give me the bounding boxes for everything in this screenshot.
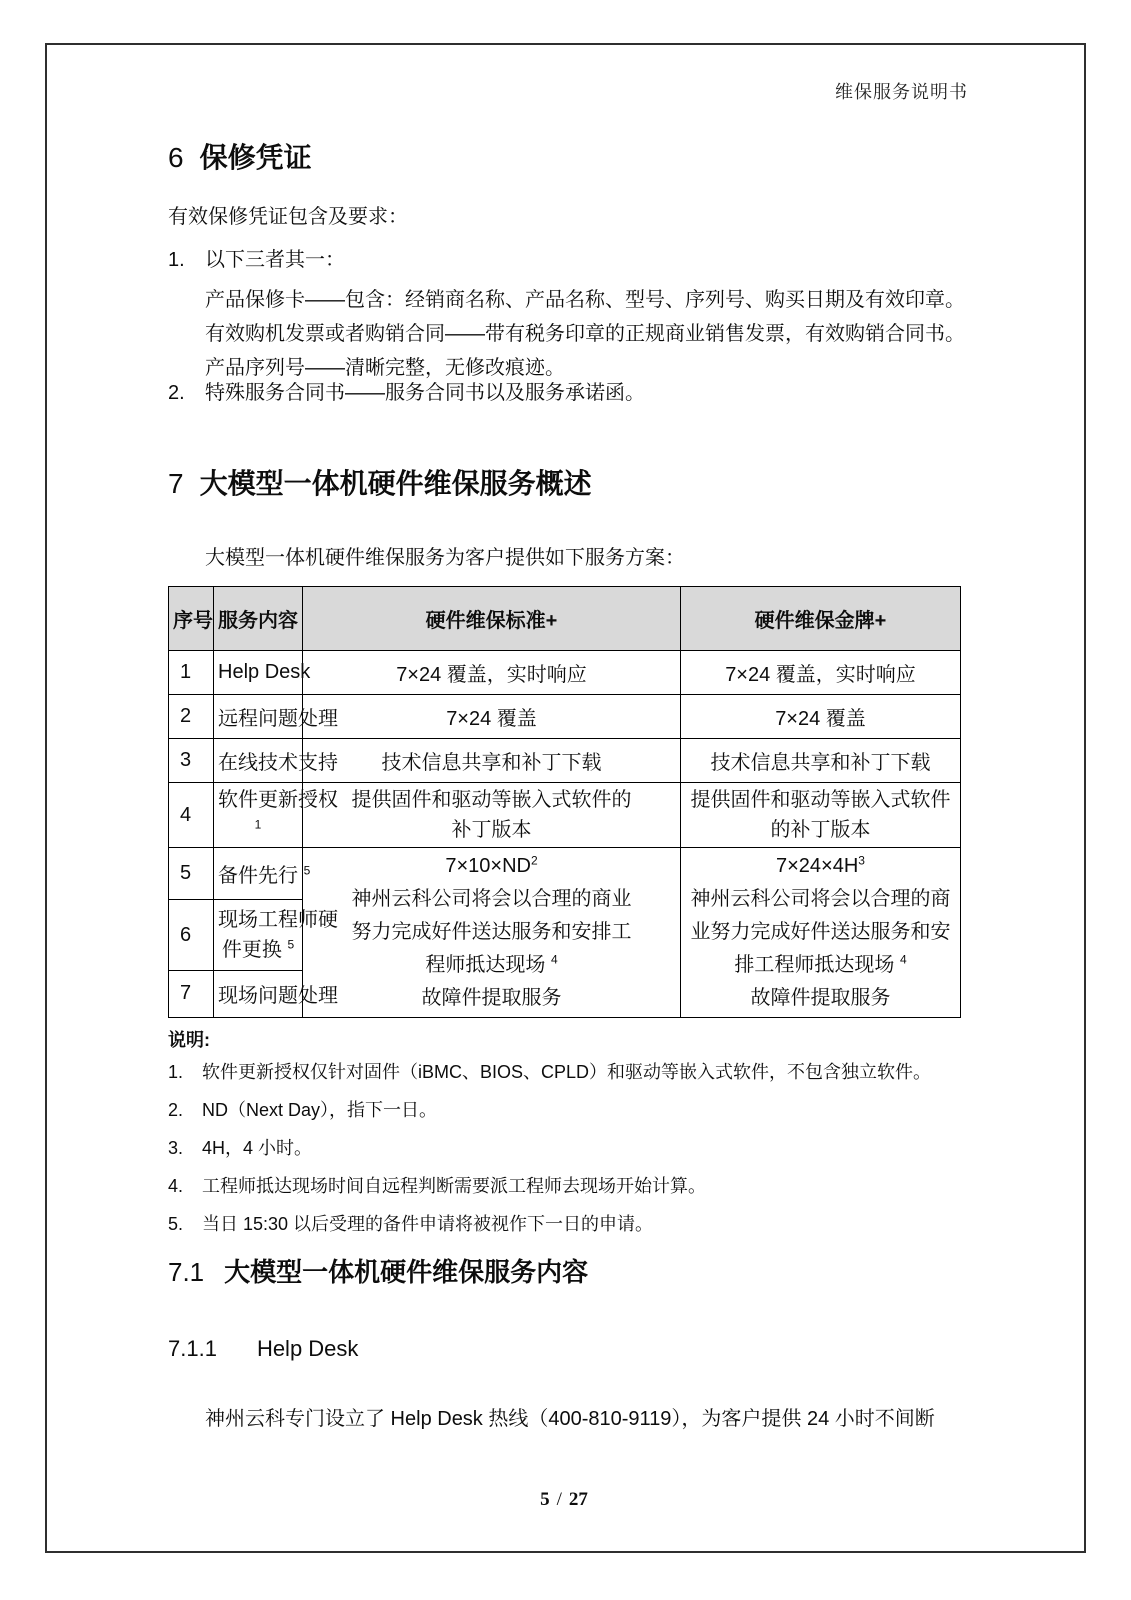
note-text: 4H，4 小时。: [202, 1138, 313, 1158]
cell-standard: 提供固件和驱动等嵌入式软件的 补丁版本: [303, 783, 681, 848]
table-header-standard: 硬件维保标准+: [303, 587, 681, 651]
cell-service: 备件先行 $^5$: [214, 848, 303, 900]
list-item-1: [168, 243, 960, 272]
cell-standard: 技术信息共享和补丁下载: [303, 739, 681, 783]
section-6-intro: 有效保修凭证包含及要求：: [168, 206, 408, 228]
table-row: [169, 848, 961, 900]
cell-gold: 提供固件和驱动等嵌入式软件 的补丁版本: [681, 783, 961, 848]
table-header-row: [169, 587, 961, 651]
note-item: [168, 1096, 968, 1122]
note-number: 4.: [168, 1176, 184, 1196]
heading-number: 7.1: [168, 1257, 205, 1287]
table-row: [169, 651, 961, 695]
section-7-heading: [168, 462, 592, 502]
note-item: [168, 1172, 968, 1198]
heading-title: 大模型一体机硬件维保服务内容: [224, 1257, 589, 1287]
cell-service: 软件更新授权 $^1$: [214, 783, 303, 848]
cell-gold: 7×24 覆盖，实时响应: [681, 651, 961, 695]
cell-standard: 7×24 覆盖，实时响应: [303, 651, 681, 695]
helpdesk-paragraph: 神州云科专门设立了 Help Desk 热线（400-810-9119），为客户提供 24 小时不间断: [205, 1408, 935, 1430]
cell-service: 现场工程师硬 件更换 $^5$: [214, 899, 303, 970]
note-text: 工程师抵达现场时间自远程判断需要派工程师去现场开始计算。: [202, 1176, 706, 1196]
cell-no: 7: [169, 970, 214, 1017]
note-text: 软件更新授权仅针对固件（iBMC、BIOS、CPLD）和驱动等嵌入式软件，不包含独立软件。: [202, 1062, 932, 1082]
page-number-separator: /: [556, 1489, 562, 1510]
heading-title: 大模型一体机硬件维保服务概述: [199, 468, 592, 499]
cell-no: 2: [169, 695, 214, 739]
cell-service: Help Desk: [214, 651, 303, 695]
note-number: 5.: [168, 1214, 184, 1234]
heading-number: 7.1.1: [168, 1336, 217, 1361]
page-number-total: 27: [568, 1489, 588, 1510]
doc-header-title: 维保服务说明书: [835, 82, 968, 102]
table-header-service: 服务内容: [214, 587, 303, 651]
section-7-1-1-heading: [168, 1336, 358, 1362]
list-item-text: 特殊服务合同书——服务合同书以及服务承诺函。: [205, 382, 645, 404]
list-item-2: [168, 376, 960, 405]
heading-number: 6: [168, 142, 184, 173]
page-footer: [168, 1489, 960, 1511]
cell-no: 3: [169, 739, 214, 783]
note-text: ND（Next Day），指下一日。: [202, 1100, 438, 1120]
cell-service: 在线技术支持: [214, 739, 303, 783]
list-item-number: 1.: [168, 249, 185, 271]
section-6-heading: [168, 136, 312, 176]
table-header-gold: 硬件维保金牌+: [681, 587, 961, 651]
cell-gold: 7×24 覆盖: [681, 695, 961, 739]
cell-service: 现场问题处理: [214, 970, 303, 1017]
table-row: [169, 739, 961, 783]
cell-service: 远程问题处理: [214, 695, 303, 739]
notes-label: 说明:: [168, 1030, 210, 1050]
note-number: 3.: [168, 1138, 184, 1158]
cell-gold: 技术信息共享和补丁下载: [681, 739, 961, 783]
cell-standard: 7×24 覆盖: [303, 695, 681, 739]
note-number: 1.: [168, 1062, 184, 1082]
service-table: [168, 586, 961, 1018]
page-number-current: 5: [540, 1489, 550, 1510]
table-header-no: 序号: [169, 587, 214, 651]
cell-no: 1: [169, 651, 214, 695]
note-number: 2.: [168, 1100, 184, 1120]
section-7-1-heading: [168, 1252, 588, 1289]
note-text: 当日 15:30 以后受理的备件申请将被视作下一日的申请。: [202, 1214, 654, 1234]
table-row: [169, 783, 961, 848]
note-item: [168, 1058, 968, 1084]
note-item: [168, 1210, 968, 1236]
cell-no: 6: [169, 899, 214, 970]
cell-standard-merged: $7\times 10\times ND^2$ 神州云科公司将会以合理的商业 努力完成好件送达服务和安排工 程师抵达现场 $^4$ 故障件提取服务: [303, 848, 681, 1018]
heading-number: 7: [168, 468, 184, 499]
heading-title: 保修凭证: [199, 142, 312, 173]
warranty-details: 产品保修卡——包含：经销商名称、产品名称、型号、序列号、购买日期及有效印章。 有效购机发票或者购销合同——带有税务印章的正规商业销售发票，有效购销合同书。 产品序列号——清晰完整，无修改痕迹。: [205, 289, 965, 379]
list-item-number: 2.: [168, 382, 185, 404]
cell-no: 5: [169, 848, 214, 900]
cell-gold-merged: $7\times 24\times 4H^3$ 神州云科公司将会以合理的商 业努力完成好件送达服务和安 排工程师抵达现场 $^4$ 故障件提取服务: [681, 848, 961, 1018]
table-row: [169, 695, 961, 739]
note-item: [168, 1134, 968, 1160]
heading-title: Help Desk: [256, 1336, 359, 1361]
list-item-text: 以下三者其一：: [205, 249, 345, 271]
cell-no: 4: [169, 783, 214, 848]
section-7-intro: 大模型一体机硬件维保服务为客户提供如下服务方案：: [205, 547, 685, 569]
